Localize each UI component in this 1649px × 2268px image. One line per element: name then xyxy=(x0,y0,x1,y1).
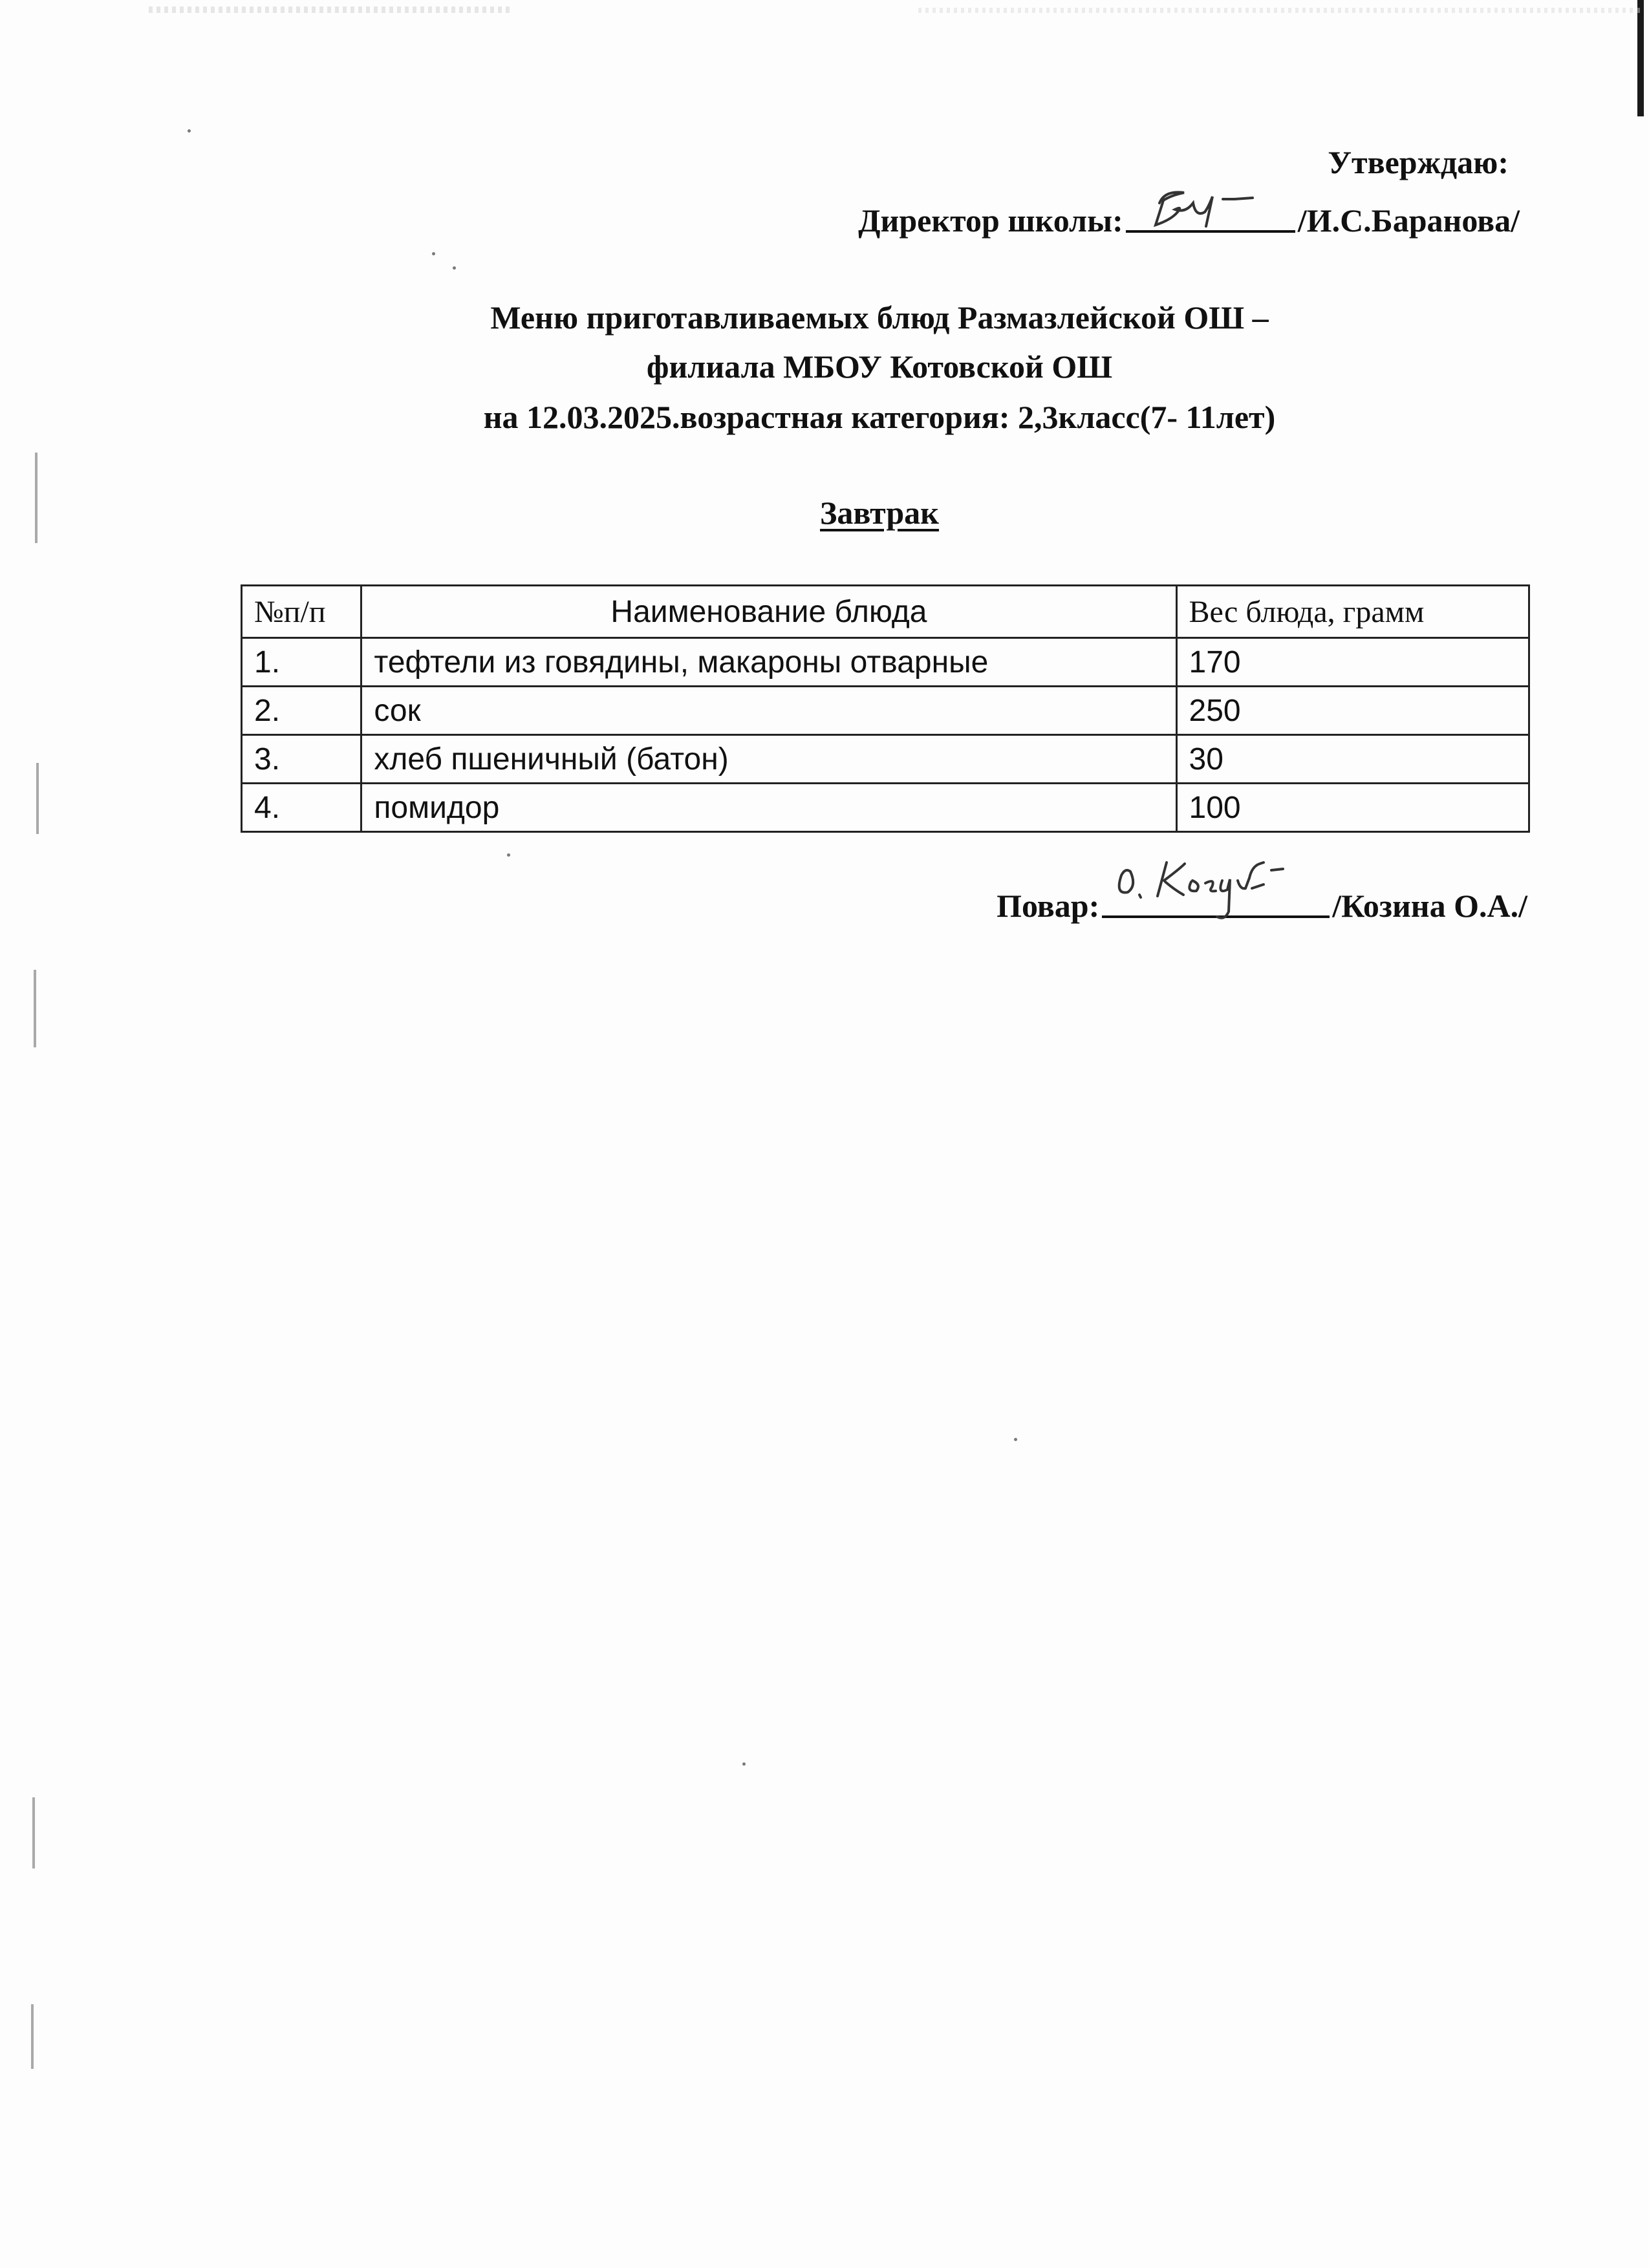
scan-edge-artifact xyxy=(1637,0,1644,116)
table-row xyxy=(242,638,1529,687)
director-label: Директор школы: xyxy=(858,202,1123,239)
header-dish-weight: Вес блюда, грамм xyxy=(1176,586,1529,638)
table-row xyxy=(242,784,1529,832)
row-dish-weight: 170 xyxy=(1176,638,1529,687)
table-row xyxy=(242,687,1529,735)
cook-name: /Козина О.А./ xyxy=(1332,888,1527,924)
director-signature xyxy=(1126,195,1295,233)
director-signature-scribble xyxy=(1126,184,1295,235)
cook-signature-scribble xyxy=(1102,850,1335,921)
scan-speck xyxy=(742,1762,746,1766)
cook-signature-line xyxy=(997,881,1527,925)
row-number: 4. xyxy=(242,784,361,832)
director-name: /И.С.Баранова/ xyxy=(1297,202,1520,239)
menu-table xyxy=(241,584,1530,833)
header-dish-name: Наименование блюда xyxy=(361,586,1176,638)
scan-speck xyxy=(432,252,435,255)
table-header-row xyxy=(242,586,1529,638)
row-dish-weight: 250 xyxy=(1176,687,1529,735)
meal-section-title: Завтрак xyxy=(820,495,939,531)
menu-title-line3: на 12.03.2025.возрастная категория: 2,3класс(7- 11лет) xyxy=(483,399,1276,435)
row-dish-name: помидор xyxy=(361,784,1176,832)
cook-label: Повар: xyxy=(997,888,1100,924)
menu-title-line2: филиала МБОУ Котовской ОШ xyxy=(646,348,1113,385)
scan-speck xyxy=(1014,1438,1017,1441)
scan-margin-mark xyxy=(32,1797,35,1868)
scan-speck xyxy=(507,853,510,857)
scan-margin-mark xyxy=(31,2004,34,2069)
scan-edge-artifact xyxy=(918,8,1643,13)
row-dish-weight: 30 xyxy=(1176,735,1529,784)
row-dish-name: тефтели из говядины, макароны отварные xyxy=(361,638,1176,687)
table-row xyxy=(242,735,1529,784)
row-number: 2. xyxy=(242,687,361,735)
header-number: №п/п xyxy=(242,586,361,638)
row-dish-weight: 100 xyxy=(1176,784,1529,832)
cook-signature xyxy=(1102,881,1330,918)
row-number: 1. xyxy=(242,638,361,687)
approval-heading: Утверждаю: xyxy=(1328,144,1509,180)
row-number: 3. xyxy=(242,735,361,784)
scan-speck xyxy=(188,129,191,133)
menu-title-line1: Меню приготавливаемых блюд Размазлейской ОШ – xyxy=(490,299,1269,336)
scan-margin-mark xyxy=(36,763,39,834)
scan-margin-mark xyxy=(34,970,36,1047)
row-dish-name: сок xyxy=(361,687,1176,735)
row-dish-name: хлеб пшеничный (батон) xyxy=(361,735,1176,784)
scan-edge-artifact xyxy=(149,6,511,13)
director-signature-line xyxy=(858,195,1520,239)
scan-speck xyxy=(453,266,456,270)
